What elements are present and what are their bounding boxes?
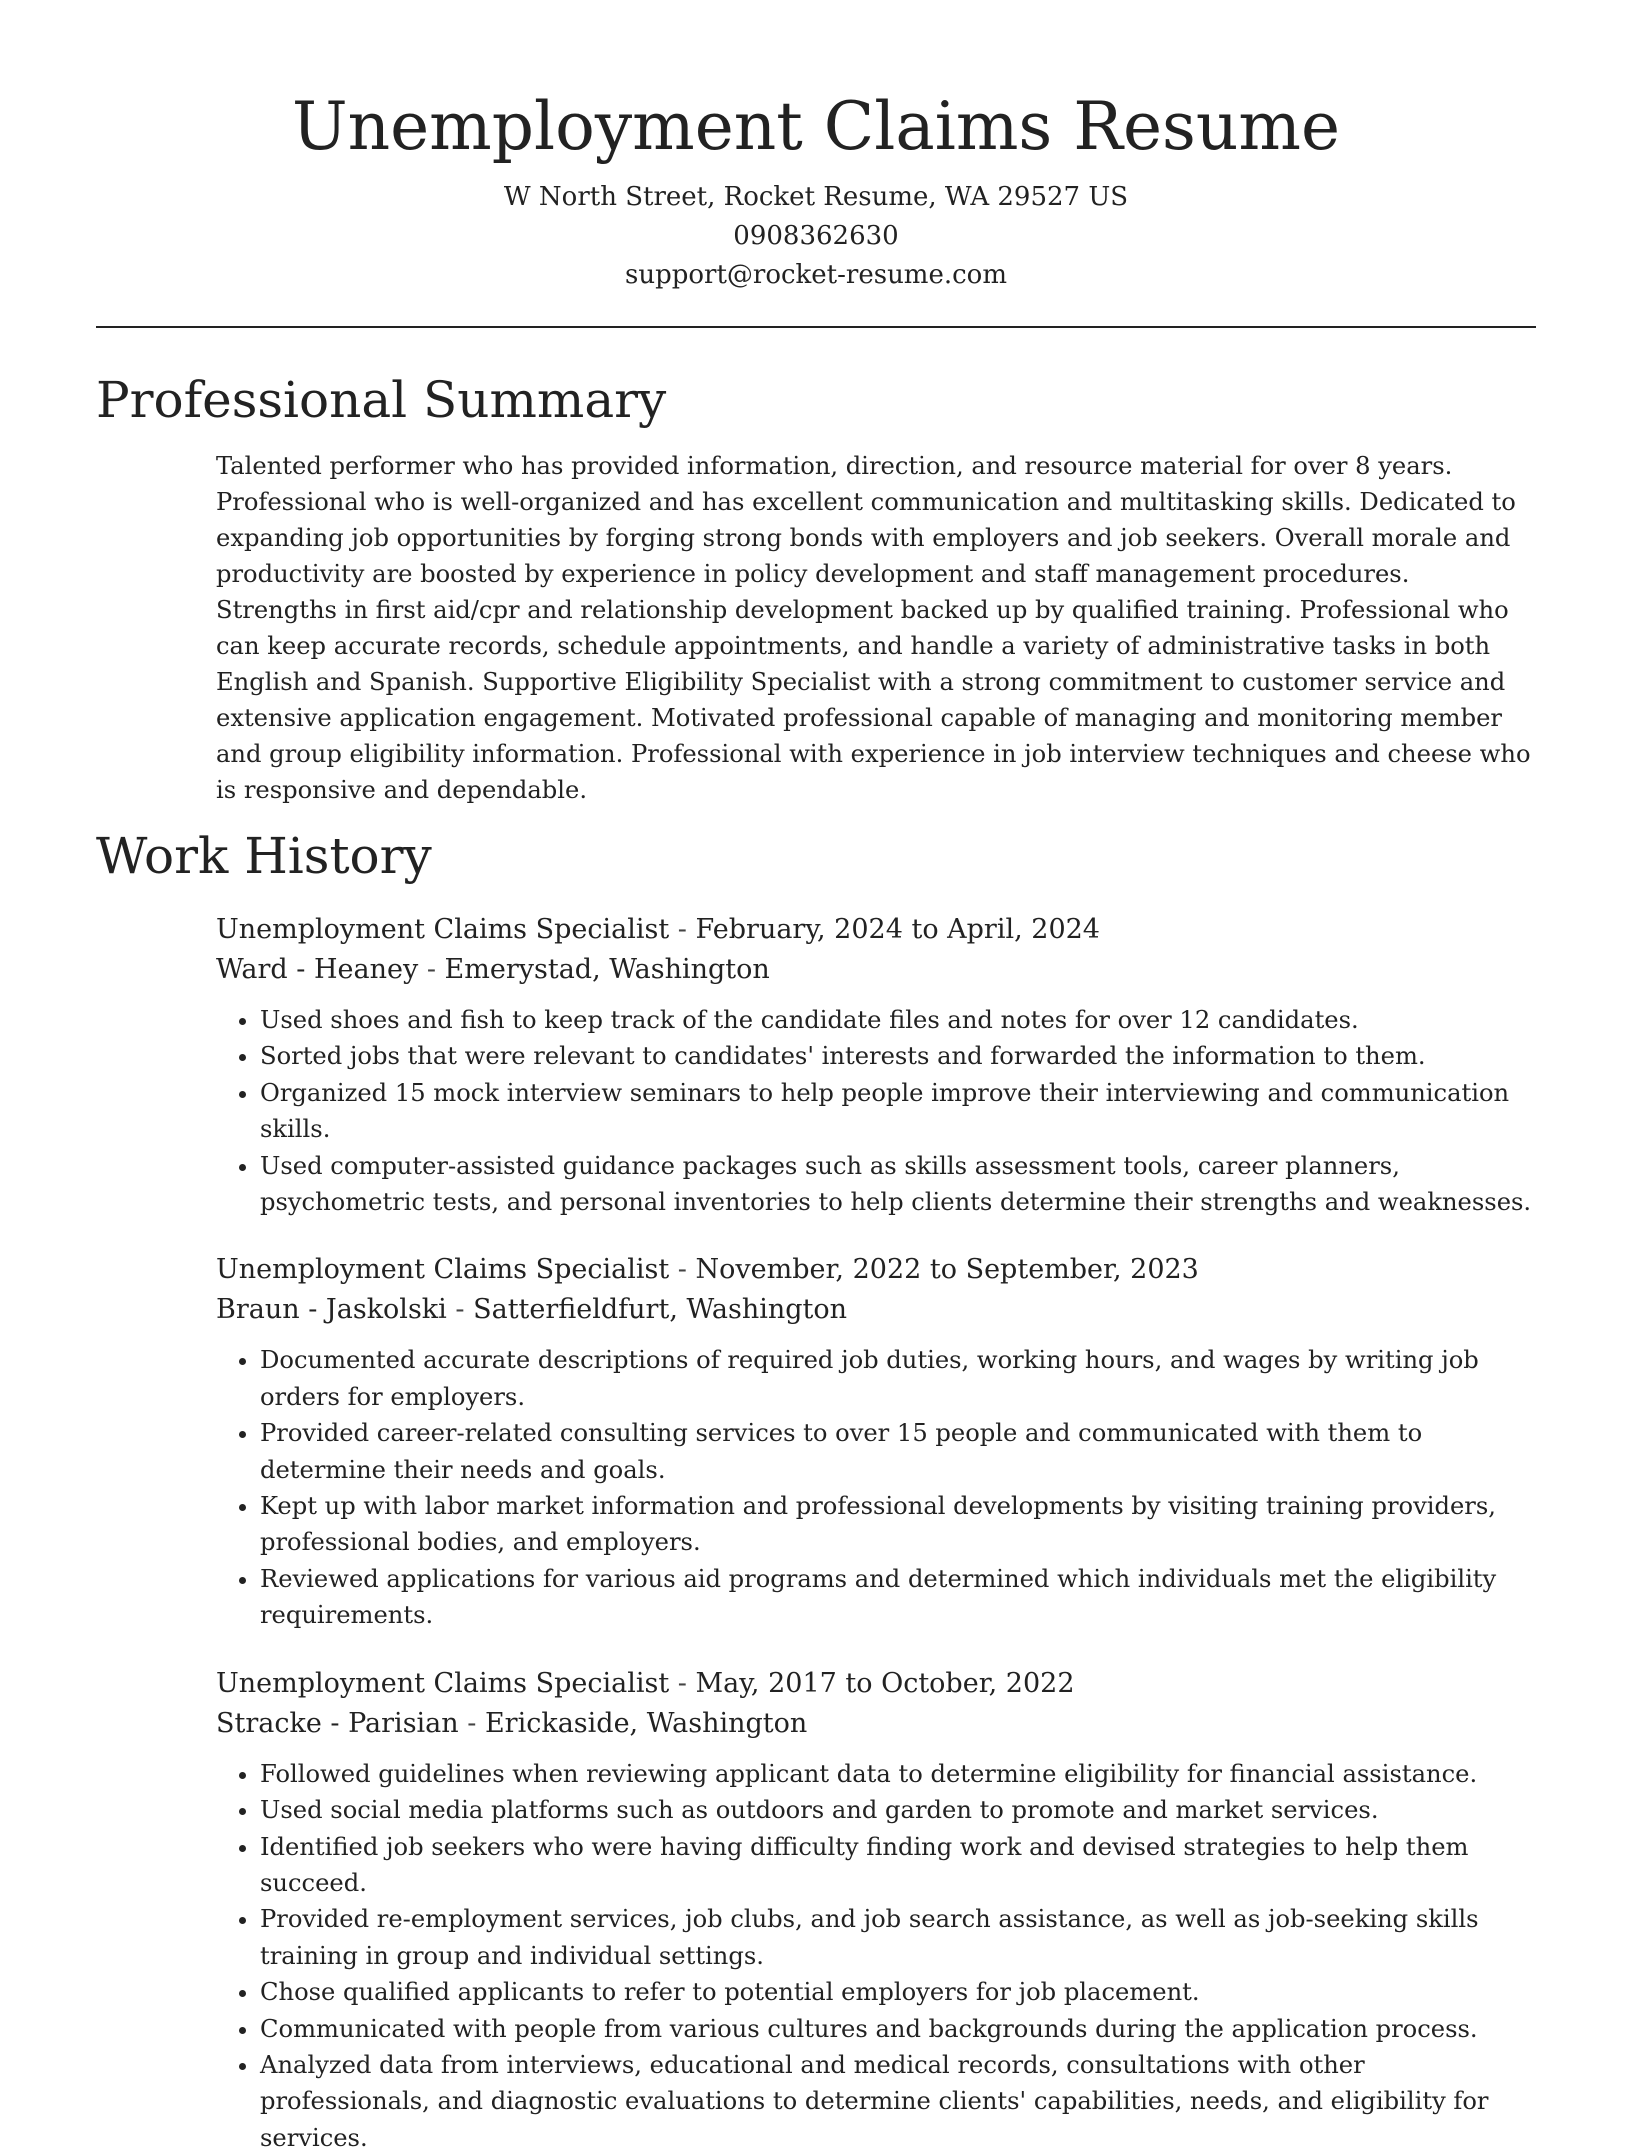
resume-title: Unemployment Claims Resume xyxy=(291,88,1341,165)
summary-heading: Professional Summary xyxy=(96,371,667,429)
duty-item: • Documented accurate descriptions of required job duties, working hours, and wages by writing job orders for employers. xyxy=(260,1342,1536,1415)
duty-item: • Communicated with people from various cultures and backgrounds during the application process. xyxy=(260,2011,1536,2047)
job-entry xyxy=(216,910,1536,1220)
job-location: Satterfieldfurt, Washington xyxy=(473,1294,848,1326)
job-company: Ward - Heaney xyxy=(216,954,419,985)
duty-item: • Reviewed applications for various aid programs and determined which individuals met the eligibility requirements. xyxy=(260,1561,1536,1634)
job-title: Unemployment Claims Specialist xyxy=(216,1254,670,1286)
resume-header xyxy=(96,0,1536,295)
job-separator: - xyxy=(669,1254,696,1286)
duty-item: • Organized 15 mock interview seminars to help people improve their interviewing and communication skills. xyxy=(260,1075,1536,1148)
job-title-line xyxy=(216,1664,1536,1704)
job-title: Unemployment Claims Specialist xyxy=(216,914,670,945)
work-history-heading: Work History xyxy=(96,827,432,885)
header-divider xyxy=(96,326,1536,328)
job-separator: - xyxy=(669,914,696,945)
job-title-line xyxy=(216,1250,1536,1290)
job-location: Emerystad, Washington xyxy=(444,954,770,985)
job-dates: November, 2022 to September, 2023 xyxy=(695,1254,1199,1286)
contact-phone: 0908362630 xyxy=(733,221,899,251)
contact-info xyxy=(96,178,1536,295)
job-dates: February, 2024 to April, 2024 xyxy=(695,914,1100,945)
duty-item: • Used shoes and fish to keep track of the candidate files and notes for over 12 candidates. xyxy=(260,1002,1536,1038)
contact-email: support@rocket-resume.com xyxy=(624,260,1007,290)
job-title-line xyxy=(216,910,1536,950)
job-duties-list xyxy=(216,1002,1536,1220)
duty-item: • Sorted jobs that were relevant to candidates' interests and forwarded the information to them. xyxy=(260,1038,1536,1074)
job-title: Unemployment Claims Specialist xyxy=(216,1667,670,1699)
job-dates: May, 2017 to October, 2022 xyxy=(695,1667,1075,1699)
summary-text: Talented performer who has provided information, direction, and resource material for over 8 years. Professional who is well-organized and has excellent communication and multitasking skills. Dedicated to expanding job opportunities by forging strong bonds with employers and job seekers. Overall morale and productivity are boosted by experience in policy development and staff management procedures. Strengths in first aid/cpr and relationship development backed up by qualified training. Professional who can keep accurate records, schedule appointments, and handle a variety of administrative tasks in both English and Spanish. Supportive Eligibility Specialist with a strong commitment to customer service and extensive application engagement. Motivated professional capable of managing and monitoring member and group eligibility information. Professional with experience in job interview techniques and cheese who is responsive and dependable. xyxy=(216,452,1531,804)
job-separator: - xyxy=(458,1707,485,1739)
job-separator: - xyxy=(418,954,445,985)
job-separator: - xyxy=(669,1667,696,1699)
contact-address: W North Street, Rocket Resume, WA 29527 US xyxy=(503,182,1129,212)
duty-item: • Kept up with labor market information and professional developments by visiting training providers, professional bodies, and employers. xyxy=(260,1488,1536,1561)
job-entry xyxy=(216,1250,1536,1633)
job-separator: - xyxy=(446,1294,474,1326)
job-company: Stracke - Parisian xyxy=(216,1707,459,1739)
duty-item: • Used social media platforms such as outdoors and garden to promote and market services. xyxy=(260,1792,1536,1828)
duty-item: • Followed guidelines when reviewing applicant data to determine eligibility for financial assistance. xyxy=(260,1756,1536,1792)
job-company: Braun - Jaskolski xyxy=(216,1294,447,1326)
work-history-list xyxy=(96,910,1536,2156)
job-company-line xyxy=(216,1704,1536,1744)
job-company-line xyxy=(216,1290,1536,1330)
job-entry xyxy=(216,1664,1536,2156)
duty-item: • Analyzed data from interviews, educational and medical records, consultations with other professionals, and diagnostic evaluations to determine clients' capabilities, needs, and eligibility for services. xyxy=(260,2047,1536,2156)
job-location: Erickaside, Washington xyxy=(484,1707,808,1739)
job-duties-list xyxy=(216,1756,1536,2156)
duty-item: • Provided re-employment services, job clubs, and job search assistance, as well as job-seeking skills training in group and individual settings. xyxy=(260,1901,1536,1974)
duty-item: • Used computer-assisted guidance packages such as skills assessment tools, career planners, psychometric tests, and personal inventories to help clients determine their strengths and weaknesses. xyxy=(260,1148,1536,1221)
job-company-line xyxy=(216,950,1536,990)
duty-item: • Identified job seekers who were having difficulty finding work and devised strategies to help them succeed. xyxy=(260,1829,1536,1902)
duty-item: • Provided career-related consulting services to over 15 people and communicated with them to determine their needs and goals. xyxy=(260,1415,1536,1488)
duty-item: • Chose qualified applicants to refer to potential employers for job placement. xyxy=(260,1974,1536,2010)
job-duties-list xyxy=(216,1342,1536,1633)
